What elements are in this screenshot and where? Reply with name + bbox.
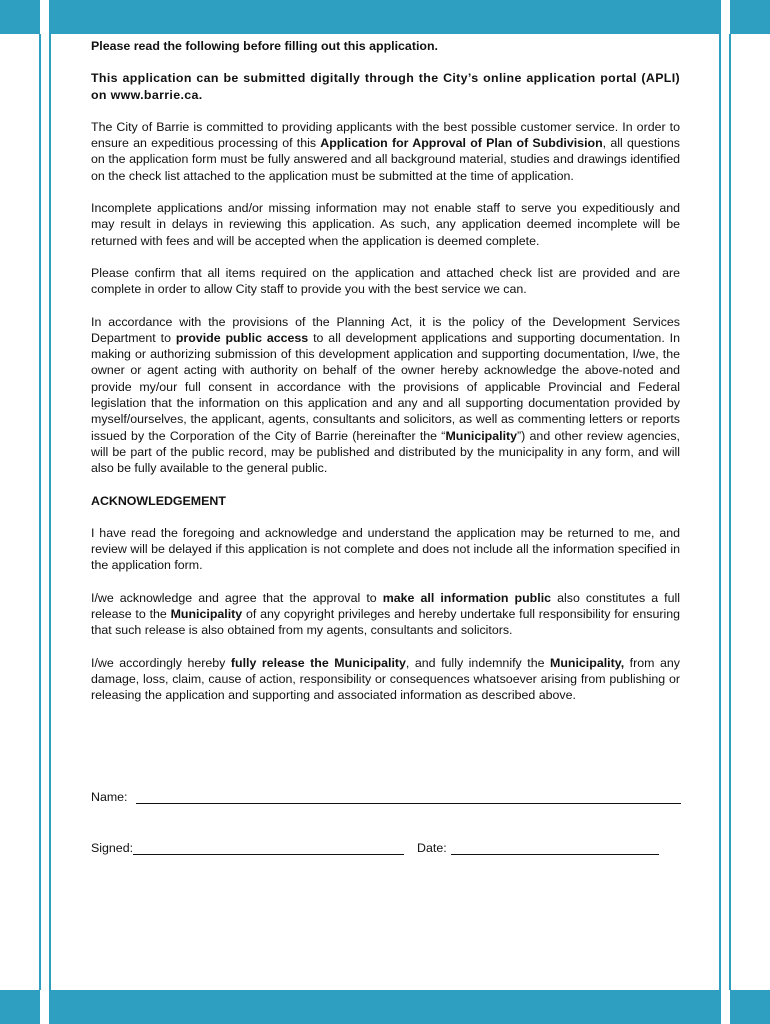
acknowledgement-paragraph-3	[91, 655, 680, 704]
text-run: ”) and other review agencies, will be part of the public record, may be published and distributed by the municipality in any form, and will also be fully available to the general public.	[91, 428, 680, 476]
bold-run: fully release the Municipality	[230, 655, 406, 670]
text-run: In accordance with the provisions of the Planning Act, it is the policy of the Development Services Department to	[91, 314, 680, 345]
acknowledgement-paragraph-2	[91, 590, 680, 639]
right-margin-bar	[728, 0, 770, 1024]
text-run: , and fully indemnify the	[405, 655, 551, 670]
signed-label: Signed:	[91, 841, 134, 855]
digital-submission-notice: This application can be submitted digitally through the City’s online application portal (APLI) on www.barrie.ca.	[91, 71, 680, 102]
right-bar-rule	[729, 34, 731, 990]
text-run: I/we accordingly hereby	[91, 655, 231, 670]
planning-act-paragraph	[91, 314, 680, 477]
text-run: also constitutes a full release to the	[91, 590, 681, 622]
page-frame-left	[49, 34, 51, 990]
text-run: I/we acknowledge and agree that the approval to	[91, 590, 383, 605]
incomplete-applications-paragraph: Incomplete applications and/or missing information may not enable staff to serve you expeditiously and may result in delays in reviewing this application. As such, any application deemed incomplete will be returned with fees and will be accepted when the application is deemed complete.	[91, 201, 680, 248]
header-band	[49, 0, 721, 34]
date-field[interactable]	[451, 841, 659, 855]
left-bar-rule	[39, 34, 41, 990]
bold-run: Municipality	[170, 607, 243, 622]
acknowledgement-paragraph-1: I have read the foregoing and acknowledge and understand the application may be returned to me, and review will be delayed if this application is not complete and does not include all the information specified in the application form.	[91, 525, 680, 573]
read-notice: Please read the following before filling out this application.	[91, 39, 438, 53]
left-bar-bottom-block	[0, 990, 40, 1024]
name-label: Name:	[91, 790, 128, 804]
right-bar-top-block	[730, 0, 770, 34]
left-margin-bar	[0, 0, 42, 1024]
footer-band	[49, 990, 721, 1024]
signed-date-row	[91, 841, 659, 855]
text-run: to all development applications and supporting documentation. In making or authorizing submission of this development application and supporting documentation, I/we, the owner or agent acting with authority on behalf of the owner hereby acknowledge the above-noted and provide my/our full consent in accordance with the provisions of applicable Provincial and Federal legislation that the information on this application and any and all supporting documentation provided by myself/ourselves, the applicant, agents, consultants and solicitors, as well as commenting letters or reports issued by the Corporation of the City of Barrie (hereinafter the “	[91, 330, 680, 443]
name-row	[91, 790, 681, 804]
signature-field[interactable]	[133, 841, 404, 855]
bold-run: Municipality	[445, 428, 518, 443]
acknowledgement-heading: ACKNOWLEDGEMENT	[91, 493, 226, 508]
text-run: of any copyright privileges and hereby undertake full responsibility for ensuring that such release is also obtained from my agents, consultants and solicitors.	[91, 607, 680, 638]
document-body	[91, 38, 680, 720]
bold-run: provide public access	[175, 330, 309, 345]
text-run: , all questions on the application form must be fully answered and all background material, studies and drawings identified on the check list attached to the application must be submitted at the time of application.	[91, 136, 680, 183]
left-bar-top-block	[0, 0, 40, 34]
page-frame-right	[719, 34, 721, 990]
customer-service-paragraph	[91, 119, 680, 184]
date-label: Date:	[417, 841, 447, 855]
application-type: Application for Approval of Plan of Subdivision	[320, 136, 603, 151]
right-bar-bottom-block	[730, 990, 770, 1024]
bold-run: Municipality,	[550, 655, 625, 670]
bold-run: make all information public	[382, 590, 552, 605]
confirm-paragraph: Please confirm that all items required on the application and attached check list are provided and are complete in order to allow City staff to provide you with the best service we can.	[91, 265, 680, 297]
text-run: from any damage, loss, claim, cause of action, responsibility or consequences whatsoever arising from publishing or releasing the application and supporting and associated information as described above.	[91, 655, 680, 703]
text-run: The City of Barrie is committed to providing applicants with the best possible customer service. In order to ensure an expeditious processing of this	[91, 119, 680, 151]
name-field[interactable]	[136, 790, 681, 804]
